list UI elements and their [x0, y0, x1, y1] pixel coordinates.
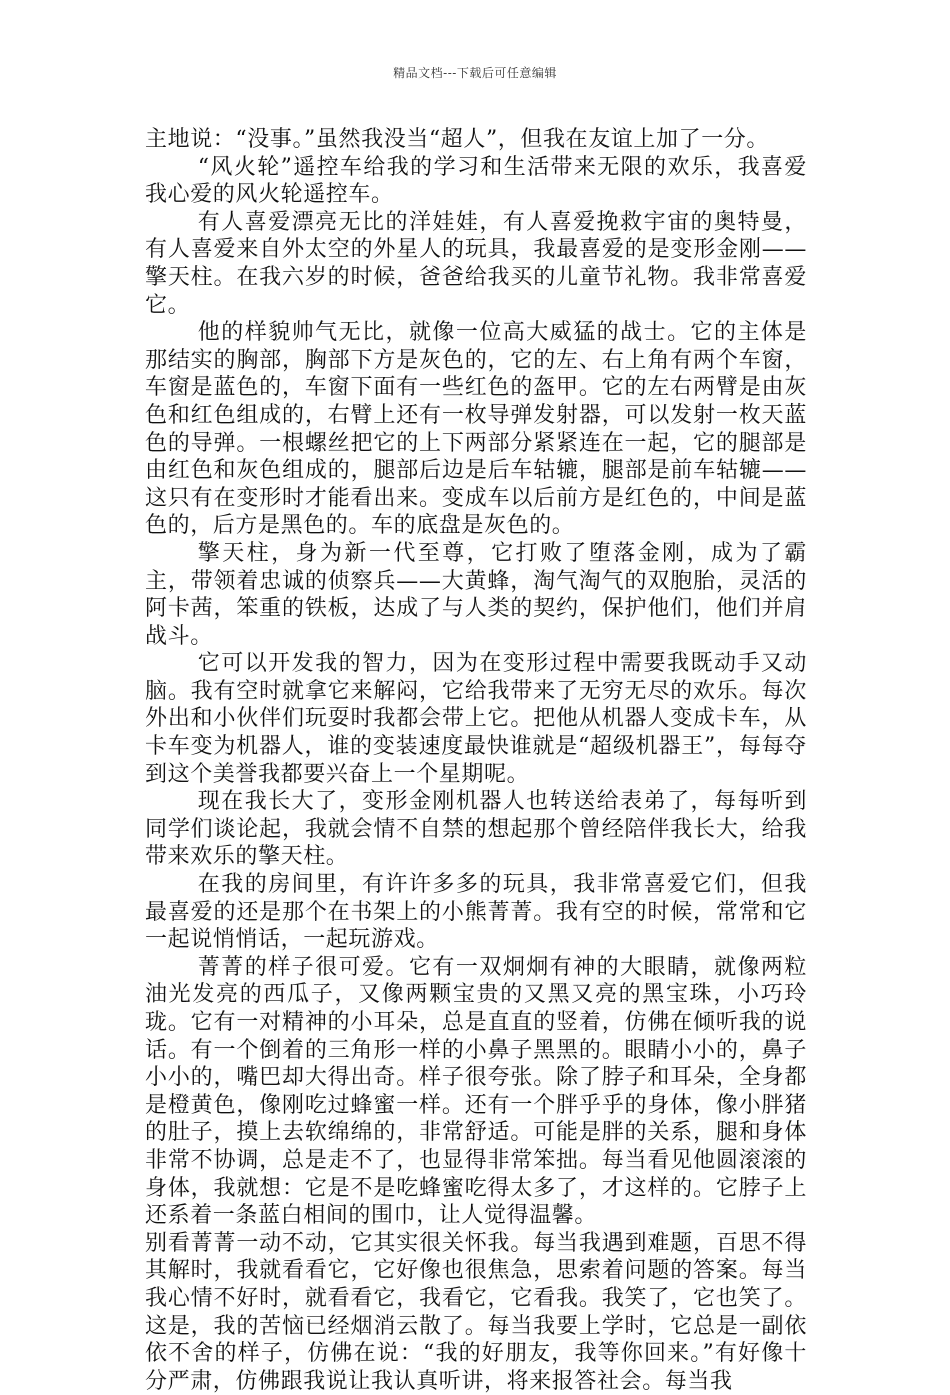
paragraph: 主地说：“没事。”虽然我没当“超人”，但我在友谊上加了一分。 — [145, 127, 769, 152]
paragraph: 在我的房间里，有许许多多的玩具，我非常喜爱它们，但我最喜爱的还是那个在书架上的小熊菁菁。我有空的时候，常常和它一起说悄悄话，一起玩游戏。 — [145, 872, 807, 953]
paragraph: 别看菁菁一动不动，它其实很关怀我。每当我遇到难题，百思不得其解时，我就看看它，它好像也很焦急，思索着问题的答案。每当我心情不好时，就看看它，我看它，它看我。我笑了，它也笑了。这是，我的苦恼已经烟消云散了。每当我要上学时，它总是一副依依不舍的样子，仿佛在说：“我的好朋友，我等你回来。”有好像十分严肃，仿佛跟我说让我认真听讲，将来报答社会。每当我 — [145, 1230, 807, 1394]
paragraph: 有人喜爱漂亮无比的洋娃娃，有人喜爱挽救宇宙的奥特曼，有人喜爱来自外太空的外星人的玩具，我最喜爱的是变形金刚——擎天柱。在我六岁的时候，爸爸给我买的儿童节礼物。我非常喜爱它。 — [145, 209, 807, 318]
document-body — [145, 126, 807, 1395]
paragraph: 它可以开发我的智力，因为在变形过程中需要我既动手又动脑。我有空时就拿它来解闷，它给我带来了无穷无尽的欢乐。每次外出和小伙伴们玩耍时我都会带上它。把他从机器人变成卡车，从卡车变为机器人，谁的变装速度最快谁就是“超级机器王”，每每夺到这个美誉我都要兴奋上一个星期呢。 — [145, 651, 807, 787]
paragraph: 他的样貌帅气无比，就像一位高大威猛的战士。它的主体是那结实的胸部，胸部下方是灰色的，它的左、右上角有两个车窗，车窗是蓝色的，车窗下面有一些红色的盔甲。它的左右两臂是由灰色和红色组成的，右臂上还有一枚导弹发射器，可以发射一枚天蓝色的导弹。一根螺丝把它的上下两部分紧紧连在一起，它的腿部是由红色和灰色组成的，腿部后边是后车轱辘，腿部是前车轱辘——这只有在变形时才能看出来。变成车以后前方是红色的，中间是蓝色的，后方是黑色的。车的底盘是灰色的。 — [145, 320, 807, 539]
paragraph: 现在我长大了，变形金刚机器人也转送给表弟了，每每听到同学们谈论起，我就会情不自禁的想起那个曾经陪伴我长大，给我带来欢乐的擎天柱。 — [145, 789, 807, 870]
paragraph: 菁菁的样子很可爱。它有一双炯炯有神的大眼睛，就像两粒油光发亮的西瓜子，又像两颗宝贵的又黑又亮的黑宝珠，小巧玲珑。它有一对精神的小耳朵，总是直直的竖着，仿佛在倾听我的说话。有一个倒着的三角形一样的小鼻子黑黑的。眼睛小小的，鼻子小小的，嘴巴却大得出奇。样子很夸张。除了脖子和耳朵，全身都是橙黄色，像刚吃过蜂蜜一样。还有一个胖乎乎的身体，像小胖猪的肚子，摸上去软绵绵的，非常舒适。可能是胖的关系，腿和身体非常不协调，总是走不了，也显得非常笨拙。每当看见他圆滚滚的身体，我就想：它是不是吃蜂蜜吃得太多了，才这样的。它脖子上还系着一条蓝白相间的围巾，让人觉得温馨。 — [145, 954, 807, 1229]
paragraph: “风火轮”遥控车给我的学习和生活带来无限的欢乐，我喜爱我心爱的风火轮遥控车。 — [145, 154, 807, 208]
page-header: 精品文档---下载后可任意编辑 — [393, 66, 557, 80]
paragraph: 擎天柱，身为新一代至尊，它打败了堕落金刚，成为了霸主，带领着忠诚的侦察兵——大黄蜂，淘气淘气的双胞胎，灵活的阿卡茜，笨重的铁板，达成了与人类的契约，保护他们，他们并肩战斗。 — [145, 540, 807, 649]
